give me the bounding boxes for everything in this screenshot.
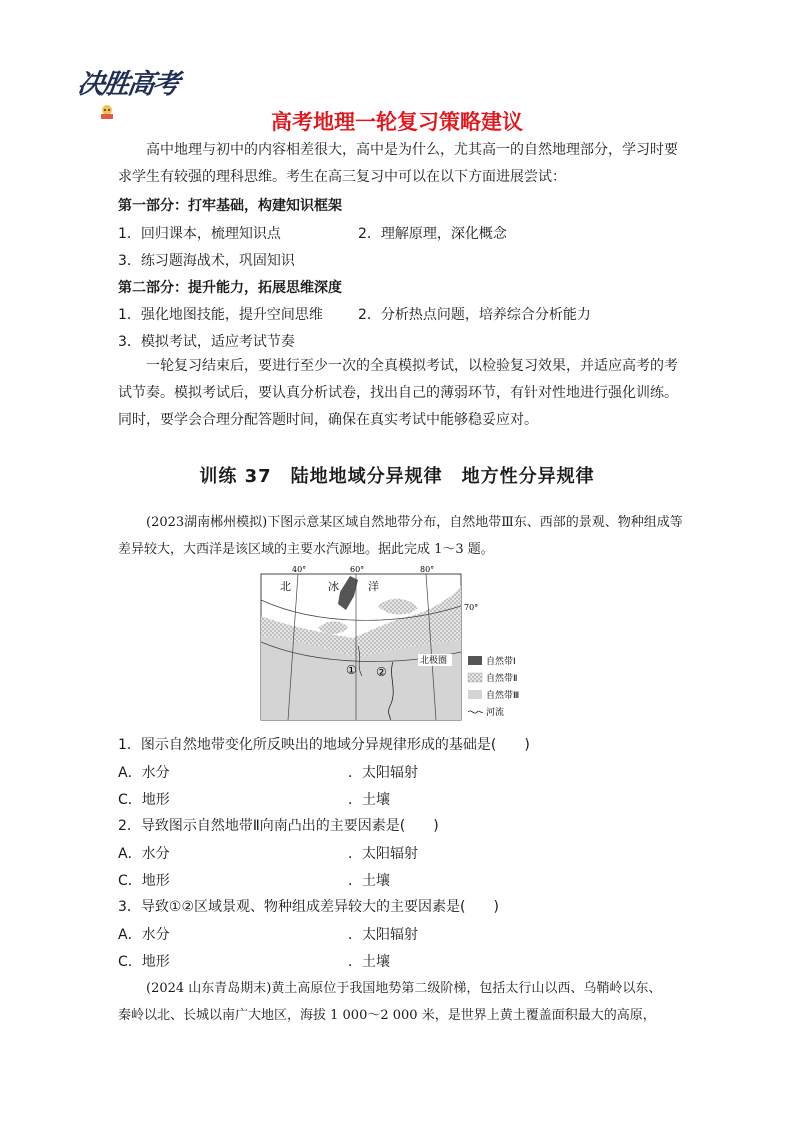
passage-2-line-2: 秦岭以北、长城以南广大地区，海拔 1 000～2 000 米，是世界上黄土覆盖面积最大的高原， — [118, 1008, 656, 1023]
q1-option-b: ．太阳辐射 — [348, 765, 418, 781]
lat-label-70: 70° — [464, 603, 479, 612]
passage-2-line-1: (2024 山东青岛期末)黄土高原位于我国地势第二级阶梯，包括太行山以西、乌鞘岭以东、 — [146, 981, 662, 996]
legend-river-icon — [468, 711, 483, 713]
q2-option-a: A．水分 — [118, 846, 170, 862]
legend-swatch-1 — [468, 656, 482, 665]
q2-option-b: ．太阳辐射 — [348, 846, 418, 862]
q1-option-a: A．水分 — [118, 765, 170, 781]
part2-heading: 第二部分：提升能力，拓展思维深度 — [118, 280, 342, 296]
part1-item1: 1．回归课本，梳理知识点 — [118, 226, 281, 242]
part1-item2: 2．理解原理，深化概念 — [358, 226, 507, 242]
lon-label-80: 80° — [420, 566, 435, 574]
q2-option-c: C．地形 — [118, 873, 170, 889]
q3-option-a: A．水分 — [118, 927, 170, 943]
intro-paragraph: 高中地理与初中的内容相差很大，高中是为什么，尤其高一的自然地理部分，学习时要求学生有较强的理科思维。考生在高三复习中可以在以下方面进展尝试： — [118, 142, 678, 185]
part1-heading: 第一部分：打牢基础，构建知识框架 — [118, 198, 342, 214]
lon-label-60: 60° — [350, 566, 365, 574]
sea-label: 北 — [280, 580, 291, 593]
legend-swatch-2 — [468, 673, 482, 682]
logo-text: 决胜高考 — [75, 69, 180, 100]
q3-option-b: ．太阳辐射 — [348, 927, 418, 943]
legend-label-3: 自然带Ⅲ — [486, 691, 520, 701]
legend-label-4: 河流 — [486, 708, 505, 718]
part1-item3: 3．练习题海战术，巩固知识 — [118, 253, 295, 269]
sea-label: 洋 — [368, 580, 379, 593]
arctic-circle-label: 北极圈 — [420, 656, 448, 666]
closing-paragraph: 一轮复习结束后，要进行至少一次的全真模拟考试，以检验复习效果，并适应高考的考试节奏。模拟考试后，要认真分析试卷，找出自己的薄弱环节，有针对性地进行强化训练。同时，要学会合理分配答题时间，确保在真实考试中能够稳妥应对。 — [118, 358, 678, 428]
q1-option-c: C．地形 — [118, 792, 170, 808]
sea-label: 冰 — [328, 580, 339, 593]
q3-option-c: C．地形 — [118, 954, 170, 970]
legend-swatch-3 — [468, 690, 482, 699]
question-3-stem: 3．导致①②区域景观、物种组成差异较大的主要因素是( ) — [118, 899, 499, 915]
page-title: 高考地理一轮复习策略建议 — [271, 110, 523, 134]
legend-label-2: 自然带Ⅱ — [486, 674, 518, 684]
q3-option-d: ．土壤 — [348, 954, 390, 970]
marker-2: ② — [376, 665, 387, 679]
legend-label-1: 自然带Ⅰ — [486, 657, 516, 667]
natural-zone-map — [258, 566, 548, 722]
question-2-stem: 2．导致图示自然地带Ⅱ向南凸出的主要因素是( ) — [118, 818, 439, 834]
q1-option-d: ．土壤 — [348, 792, 390, 808]
lon-label-40: 40° — [292, 566, 307, 574]
part2-item1: 1．强化地图技能，提升空间思维 — [118, 307, 323, 323]
question-1-stem: 1．图示自然地带变化所反映出的地域分异规律形成的基础是( ) — [118, 737, 530, 753]
part2-item2: 2．分析热点问题，培养综合分析能力 — [358, 307, 591, 323]
part2-item3: 3．模拟考试，适应考试节奏 — [118, 334, 295, 350]
section-title: 训练 37 陆地地域分异规律 地方性分异规律 — [199, 466, 595, 487]
passage-1: (2023湖南郴州模拟)下图示意某区域自然地带分布，自然地带Ⅲ东、西部的景观、物种组成等差异较大，大西洋是该区域的主要水汽源地。据此完成 1～3 题。 — [118, 515, 683, 557]
q2-option-d: ．土壤 — [348, 873, 390, 889]
marker-1: ① — [346, 663, 357, 677]
